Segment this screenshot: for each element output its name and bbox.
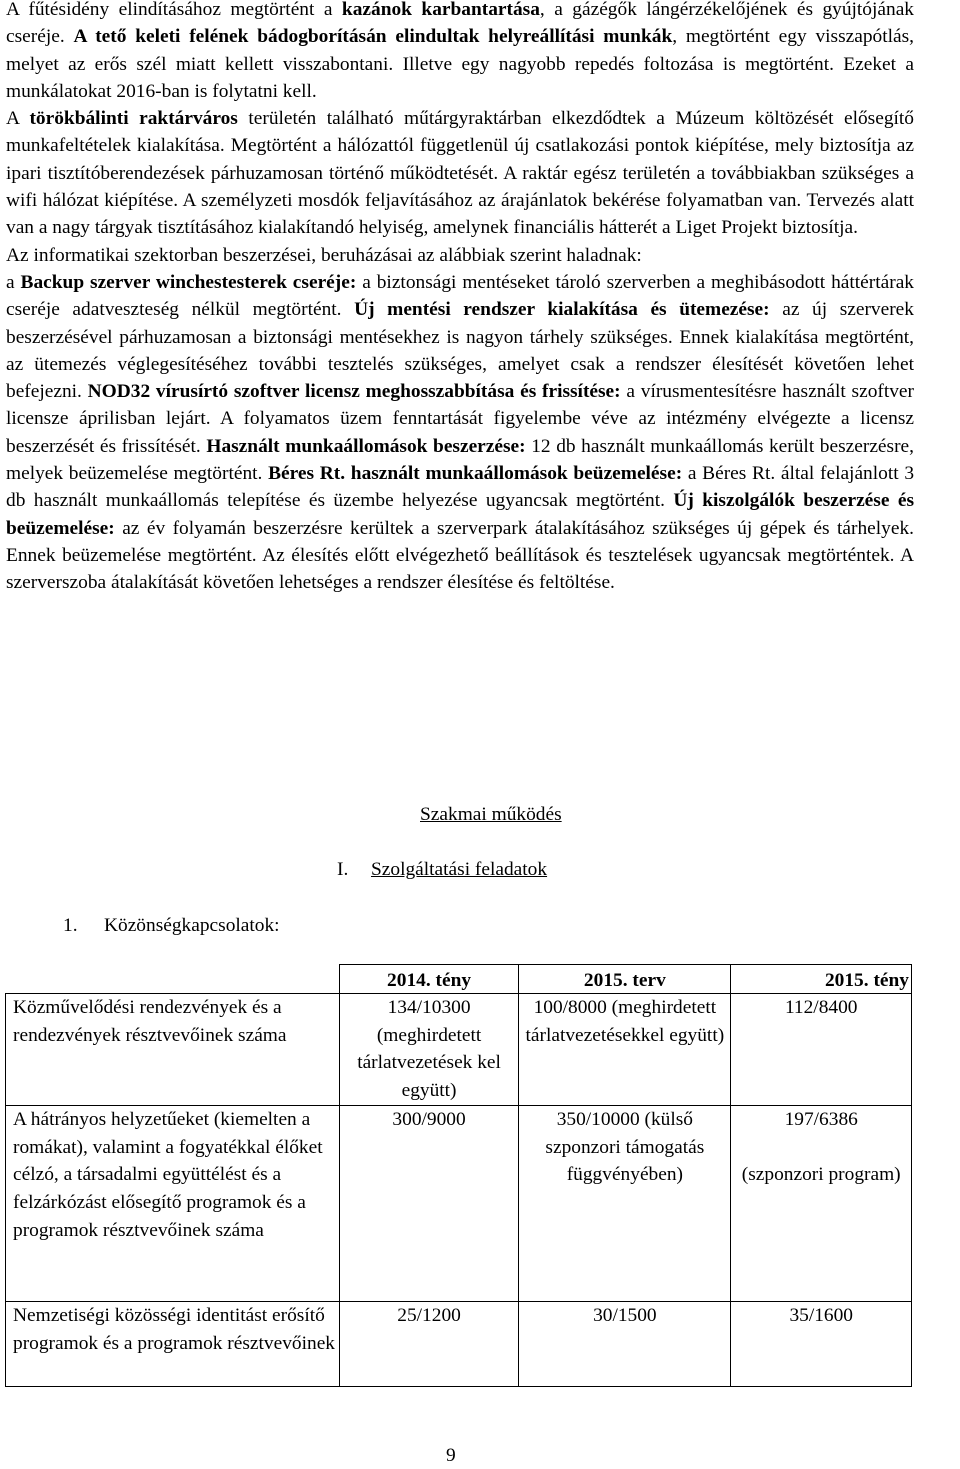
table-cell: [731, 1105, 912, 1301]
paragraph-warehouse: [6, 105, 914, 241]
table-cell: 30/1500: [519, 1301, 731, 1386]
cell-value: 35/1600: [789, 1304, 853, 1326]
table-row: [6, 994, 912, 1106]
bold-run: kazánok karbantartása: [341, 0, 540, 20]
bold-run: törökbálinti raktárváros: [29, 108, 238, 130]
subsection-heading-kozonseg: [63, 914, 280, 938]
text-run: a Béres Rt. által felajánlott 3 db használt munkaállomás telepítése és üzembe helyezése ugyancsak megtörtént.: [6, 463, 915, 512]
table-header-cell: 2015. tény: [731, 965, 912, 994]
bold-run: Béres Rt. használt munkaállomások beüzemelése:: [268, 463, 683, 485]
text-run: az év folyamán beszerzésre kerültek a szerverpark átalakításához szükséges új gépek és tárhelyek. Ennek beüzemelése megtörtént. Az élesítés előtt elvégezhető beállítások és tesztelések ugyancsak megtörténtek. A szerverszoba átalakítását követően lehetséges a rendszer élesítése és feltöltése.: [6, 517, 914, 594]
table-cell: 134/10300 (meghirdetett tárlatvezetések kel együtt): [339, 994, 518, 1106]
heading-number: 1.: [63, 915, 78, 936]
section-heading-szolgaltatasi: [337, 858, 547, 882]
table-cell: [731, 1301, 912, 1386]
paragraph-heating: [6, 0, 914, 105]
statistics-table: [5, 964, 912, 1387]
heading-title: Szolgáltatási feladatok: [371, 859, 548, 880]
heading-title: Közönségkapcsolatok:: [104, 915, 280, 936]
heading-number: I.: [337, 859, 349, 880]
bold-run: A tető keleti felének bádogborításán elindultak helyreállítási munkák: [73, 26, 673, 48]
table-header-cell: 2014. tény: [339, 965, 518, 994]
row-label-cell: Közművelődési rendezvények és a rendezvények résztvevőinek száma: [6, 994, 340, 1106]
text-run: , megtörtént egy visszapótlás, melyet az erős szél miatt kellett visszabontani. Illetve egy nagyobb repedés foltozása is megtörtént. Ezeket a munkálatokat 2016-ban is folytatni kell.: [6, 26, 915, 102]
table-header-cell: [6, 965, 340, 994]
paragraph-it-details: [6, 269, 914, 597]
table-header-row: [6, 965, 912, 994]
bold-run: Új mentési rendszer kialakítása és ütemezése:: [354, 299, 770, 321]
table-row: [6, 1301, 912, 1386]
row-label-cell: Nemzetiségi közösségi identitást erősítő programok és a programok résztvevőinek: [6, 1301, 340, 1386]
cell-value: 112/8400: [784, 997, 858, 1018]
text-run: a vírusmentesítésre használt szoftver licensze áprilisban lejárt. A folyamatos üzem fenntartását figyelembe véve az intézmény elvégezte a licensz beszerzését és frissítését.: [6, 381, 914, 457]
table-cell: 25/1200: [339, 1301, 518, 1386]
table-cell: [731, 994, 912, 1106]
text-run: a biztonsági mentéseket tároló szerverben a meghibásodott háttértárak cseréje adatveszteség nélkül megtörtént.: [6, 271, 914, 321]
text-run: a: [6, 271, 21, 293]
paragraph-it-intro: [6, 242, 914, 269]
cell-note: (szponzori program): [741, 1163, 901, 1185]
bold-run: NOD32 vírusírtó szoftver licensz meghosszabbítása és frissítése:: [87, 381, 621, 403]
text-run: A: [6, 108, 30, 130]
table-row: [6, 1105, 912, 1301]
page-number: 9: [446, 1445, 456, 1466]
bold-run: Használt munkaállomások beszerzése:: [206, 435, 526, 457]
table-cell: 100/8000 (meghirdetett tárlatvezetésekkel együtt): [519, 994, 731, 1106]
bold-run: Új kiszolgálók beszerzése és beüzemelése:: [6, 490, 914, 539]
text-run: területén található műtárgyraktárban elkezdődtek a Múzeum költözését elősegítő munkafeltételek kialakítása. Megtörtént a hálózattól függetlenül új csatlakozási pontok kiépítése, mely biztosítja az ipari tisztítóberendezések párhuzamosan történő működtetését. A raktár egész területén a továbbiakban szükséges a wifi hálózat kiépítése. A személyzeti mosdók feljavításához az árajánlatok bekérése folyamatban van. Tervezés alatt van a nagy tárgyak tisztításához kialakítandó helyiség, amelynek financiális hátterét a Liget Projekt biztosítja.: [6, 108, 915, 239]
bold-run: Backup szerver winchestesterek cseréje:: [20, 271, 357, 293]
text-run: , a gázégők lángérzékelőjének és gyújtójának cseréje.: [6, 0, 914, 48]
text-run: 12 db használt munkaállomás került beszerzésre, melyek beüzemelése megtörtént.: [6, 435, 914, 485]
body-text: [6, 0, 914, 597]
row-label-cell: A hátrányos helyzetűeket (kiemelten a romákat), valamint a fogyatékkal élőket célzó, a társadalmi együttélést és a felzárkózást elősegítő programok és a programok résztvevőinek száma: [6, 1105, 340, 1301]
table-header-cell: 2015. terv: [519, 965, 731, 994]
section-heading-szakmai: Szakmai működés: [420, 804, 562, 825]
text-run: A fűtésidény elindításához megtörtént a: [6, 0, 342, 20]
text-run: az új szerverek beszerzésével párhuzamosan a biztonsági mentésekhez is nagyon tárhely szükséges. Ennek kialakítása megtörtént, az ütemezés véglegesítéséhez további tesztelés szükséges, amelyet csak a rendszer élesítését követően lehet befejezni.: [6, 299, 914, 403]
cell-value: 197/6386: [784, 1108, 858, 1130]
text-run: Az informatikai szektorban beszerzései, beruházásai az alábbiak szerint haladnak:: [6, 244, 642, 266]
table-cell: 350/10000 (külső szponzori támogatás függvényében): [519, 1105, 731, 1301]
table-cell: 300/9000: [339, 1105, 518, 1301]
